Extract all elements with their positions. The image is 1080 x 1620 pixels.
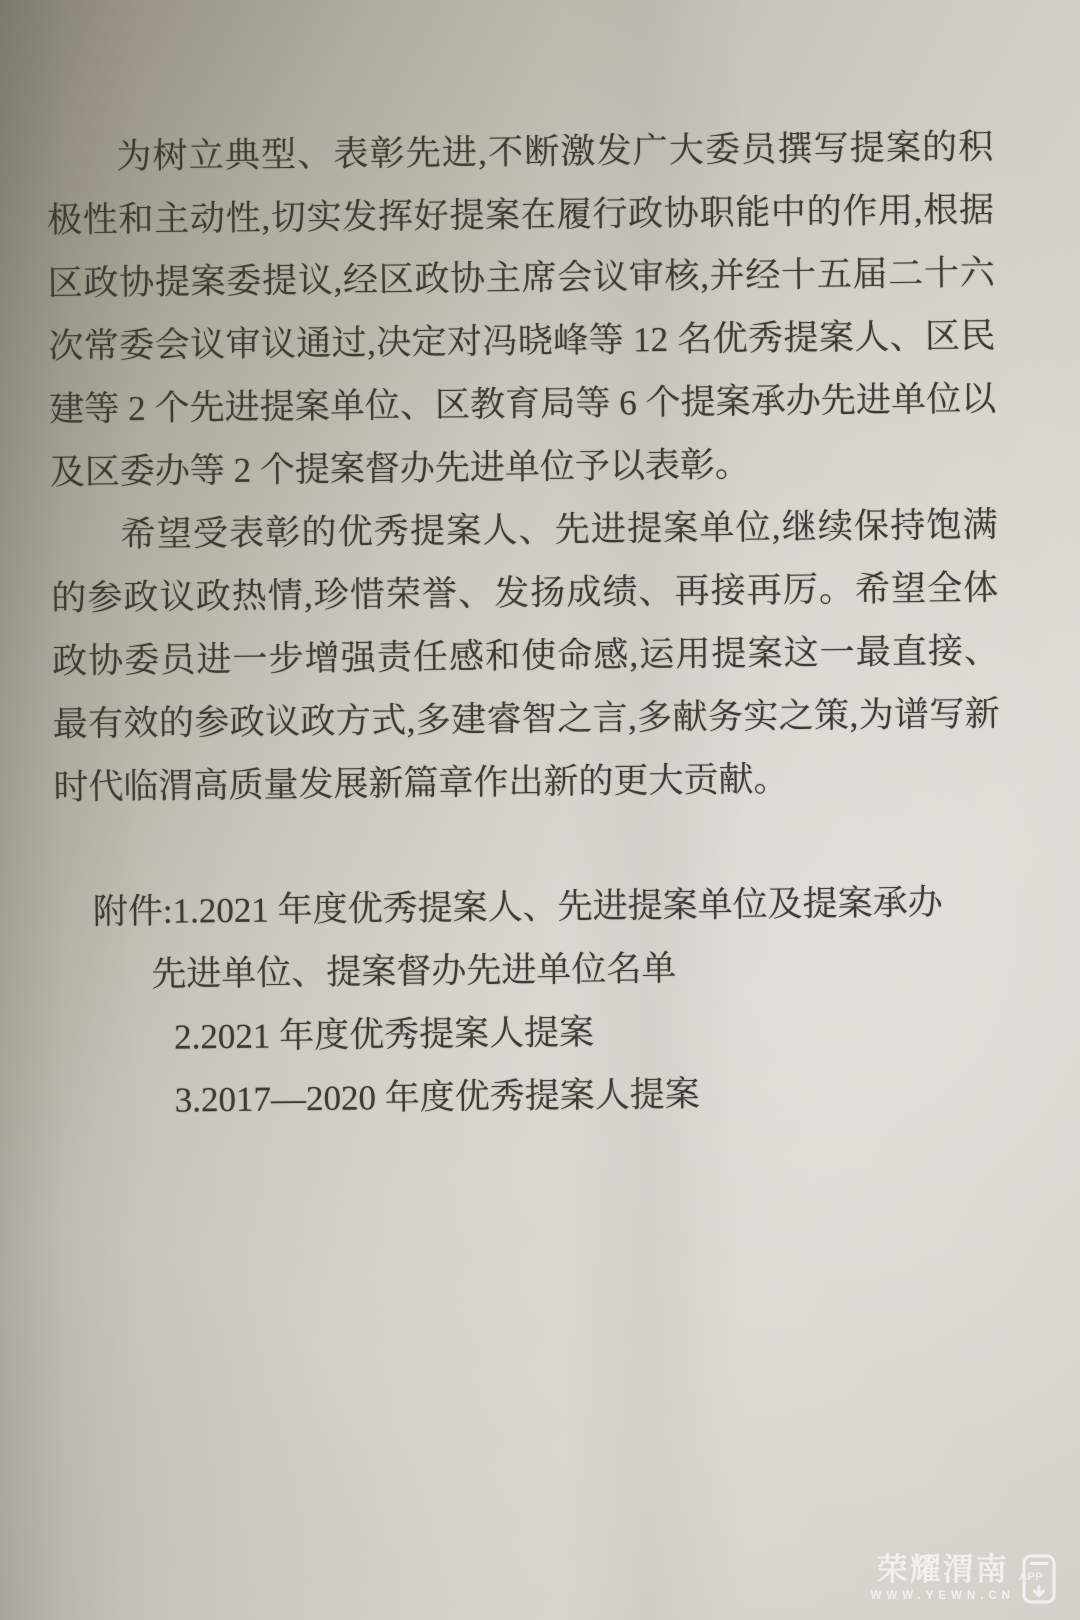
attachments-list — [151, 870, 1004, 1131]
watermark-app-label: APP — [1019, 1571, 1044, 1583]
site-watermark — [871, 1554, 1056, 1604]
document-body — [46, 115, 1004, 1133]
attachment-item-1-line-2: 先进单位、提案督办先进单位名单 — [151, 948, 677, 994]
attachment-item-1-line-1: 1.2021 年度优秀提案人、先进提案单位及提案承办 — [172, 882, 943, 931]
attachments-label: 附件: — [92, 891, 173, 932]
attachment-item-3: 3.2017—2020 年度优秀提案人提案 — [174, 1074, 700, 1120]
attachment-item-2: 2.2021 年度优秀提案人提案 — [173, 1012, 595, 1057]
paragraph-commendation-decision: 为树立典型、表彰先进,不断激发广大委员撰写提案的积极性和主动性,切实发挥好提案在履行政协职能中的作用,根据区政协提案委提议,经区政协主席会议审核,并经十五届二十六次常委会议审议通过,决定对冯晓峰等 12 名优秀提案人、区民建等 2 个先进提案单位、区教育局等 6 个提案承办先进单位以及区委办等 2 个提案督办先进单位予以表彰。 — [46, 127, 997, 492]
watermark-url: WWW.YEWN.CN — [870, 1590, 1015, 1602]
watermark-brand: 荣耀渭南 — [876, 1552, 1009, 1587]
app-phone-icon — [1019, 1554, 1056, 1604]
watermark-text — [871, 1554, 1015, 1602]
paragraph-expectations: 希望受表彰的优秀提案人、先进提案单位,继续保持饱满的参政议政热情,珍惜荣誉、发扬成绩、再接再厉。希望全体政协委员进一步增强责任感和使命感,运用提案这一最直接、最有效的参政议政方式,多建睿智之言,多献务实之策,为谱写新时代临渭高质量发展新篇章作出新的更大贡献。 — [51, 505, 1000, 807]
attachments-block — [93, 870, 1005, 1132]
